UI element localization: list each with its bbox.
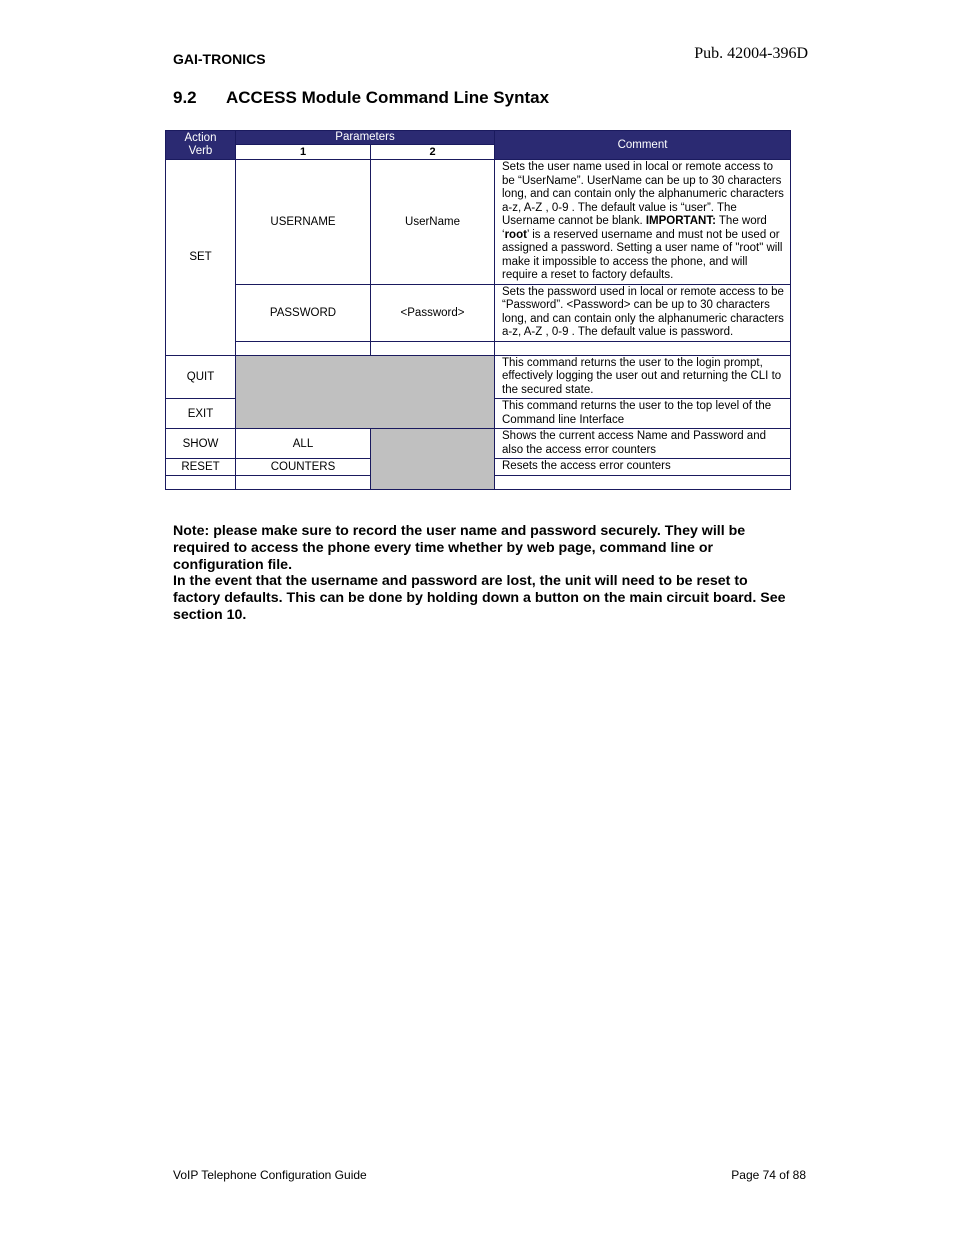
comment-text: The word ‘ <box>502 215 767 241</box>
section-title <box>173 88 549 108</box>
footer-page-number: Page 74 of 88 <box>731 1168 806 1182</box>
header-parameters: Parameters <box>236 131 495 145</box>
verb-exit: EXIT <box>166 399 236 429</box>
note-paragraph: Note: please make sure to record the user name and password securely. They will be required to access the phone every time whether by web page, command line or configuration file. <box>173 523 746 573</box>
header-param-1: 1 <box>236 145 371 160</box>
table-row <box>166 429 791 459</box>
root-word: root <box>504 228 527 241</box>
comment-set-password: Sets the password used in local or remote access to be “Password”. <Password> can be up to 30 characters long, and can contain only the alphanumeric characters a-z, A-Z , 0-9 . The default value is password. <box>495 284 791 341</box>
param-password: PASSWORD <box>236 284 371 341</box>
publication-number: Pub. 42004-396D <box>694 45 808 62</box>
table-row <box>166 284 791 341</box>
param-username-value: UserName <box>371 160 495 285</box>
comment-reset: Resets the access error counters <box>495 459 791 476</box>
important-label: IMPORTANT: <box>645 215 716 227</box>
header-comment: Comment <box>495 131 791 160</box>
param-password-value: <Password> <box>371 284 495 341</box>
table-row <box>166 341 791 355</box>
param-username: USERNAME <box>236 160 371 285</box>
comment-show: Shows the current access Name and Password and also the access error counters <box>495 429 791 459</box>
note-paragraph: In the event that the username and password are lost, the unit will need to be reset to factory defaults. This can be done by holding down a button on the main circuit board. See section 10. <box>173 573 786 623</box>
param-counters: COUNTERS <box>236 459 371 476</box>
header-param-2: 2 <box>371 145 495 160</box>
verb-show: SHOW <box>166 429 236 459</box>
section-number: 9.2 <box>173 88 197 107</box>
section-heading: ACCESS Module Command Line Syntax <box>226 88 550 107</box>
verb-quit: QUIT <box>166 355 236 399</box>
comment-exit: This command returns the user to the top level of the Command line Interface <box>495 399 791 429</box>
footer-title: VoIP Telephone Configuration Guide <box>173 1168 367 1182</box>
note-block <box>173 523 793 624</box>
param-all: ALL <box>236 429 371 459</box>
table-row <box>166 160 791 285</box>
access-command-table <box>165 130 791 490</box>
comment-text: Sets the user name used in local or remote access to be “UserName”. UserName can be up to 30 characters long, and can contain only the alphanumeric characters a-z, A-Z , 0-9 . The default value is “user”. The Username cannot be blank. <box>502 161 784 227</box>
comment-quit: This command returns the user to the login prompt, effectively logging the user out and returning the CLI to the secured state. <box>495 355 791 399</box>
header-action-verb: Action Verb <box>166 131 236 160</box>
comment-text: ’ is a reserved username and must not be used or assigned a password. Setting a user name of "root" will make it impossible to access the phone, and will require a reset to factory defaults. <box>502 228 783 281</box>
company-name: GAI-TRONICS <box>173 51 266 67</box>
grey-cell <box>236 355 495 429</box>
comment-set-username <box>495 160 791 285</box>
grey-cell <box>371 429 495 490</box>
verb-reset: RESET <box>166 459 236 476</box>
verb-set: SET <box>166 160 236 356</box>
table-row <box>166 355 791 399</box>
